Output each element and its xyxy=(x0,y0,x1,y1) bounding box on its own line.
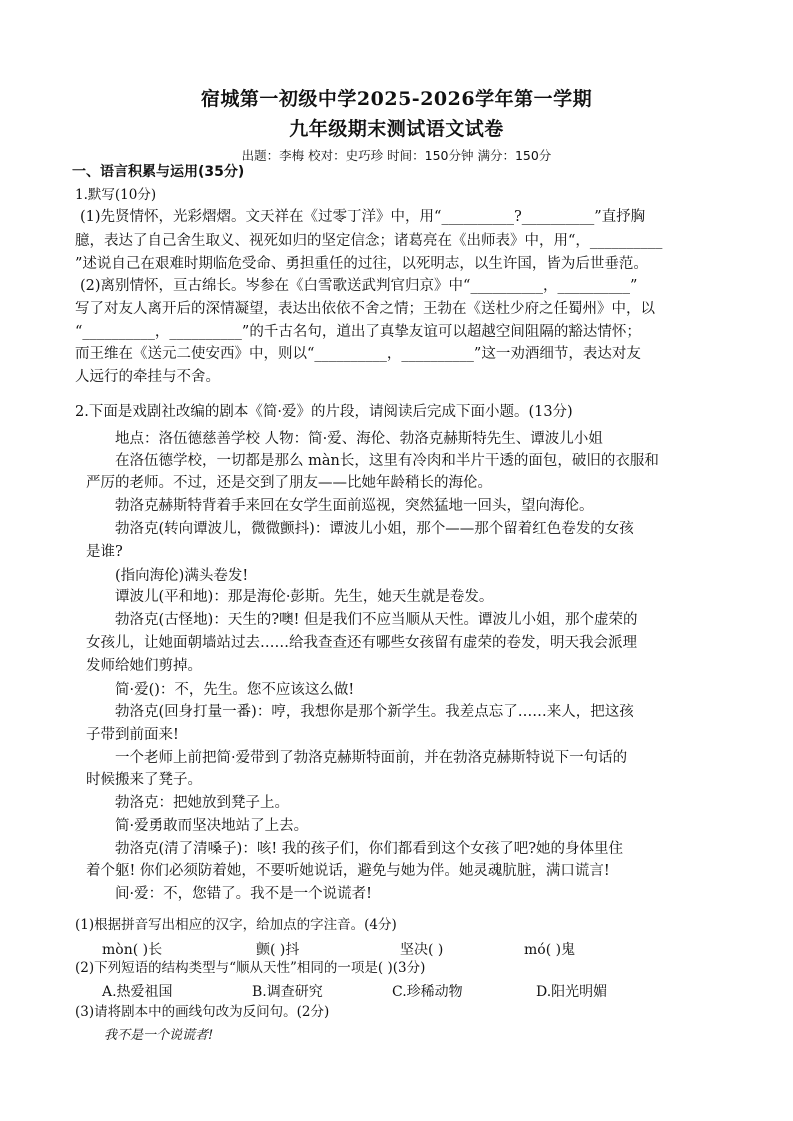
exam-title-line1: 宿城第一初级中学2025-2026学年第一学期 xyxy=(200,88,593,110)
q1-line: 人远行的牵挂与不舍。 xyxy=(75,369,220,385)
sub1-item: mó( )鬼 xyxy=(524,942,576,958)
script-line: 简·爱()：不，先生。您不应该这么做! xyxy=(115,682,355,698)
script-line: 严厉的老师。不过，还是交到了朋友——比她年龄稍长的海伦。 xyxy=(86,475,492,491)
script-line: 时候搬来了凳子。 xyxy=(86,772,202,788)
script-line: 勃洛克赫斯特背着手来回在女学生面前巡视，突然猛地一回头，望向海伦。 xyxy=(115,498,594,514)
script-line: 勃洛克(回身打量一番)：哼，我想你是那个新学生。我差点忘了……来人，把这孩 xyxy=(115,704,634,720)
script-line: 谭波儿(平和地)：那是海伦·彭斯。先生，她天生就是卷发。 xyxy=(115,589,494,605)
exam-title-line2: 九年级期末测试语文试卷 xyxy=(289,118,504,140)
sub1-heading: (1)根据拼音写出相应的汉字，给加点的字注音。(4分) xyxy=(75,917,397,933)
q2-heading: 2.下面是戏剧社改编的剧本《简·爱》的片段，请阅读后完成下面小题。(13分) xyxy=(75,404,573,420)
sub2-option: D.阳光明媚 xyxy=(536,984,608,1000)
script-line: 一个老师上前把简·爱带到了勃洛克赫斯特面前，并在勃洛克赫斯特说下一句话的 xyxy=(115,750,628,766)
handwritten-answer: 我不是一个说谎者! xyxy=(104,1028,214,1043)
sub1-item: mòn( )长 xyxy=(102,942,163,958)
sub2-option: B.调查研究 xyxy=(252,984,323,1000)
script-line: 勃洛克(古怪地)：天生的?噢! 但是我们不应当顺从天性。谭波儿小姐，那个虚荣的 xyxy=(115,612,638,628)
exam-meta: 出题：李梅 校对：史巧珍 时间：150分钟 满分：150分 xyxy=(241,148,552,163)
q1-heading: 1.默写(10分) xyxy=(75,187,157,203)
q1-line: 写了对友人离开后的深情凝望，表达出依依不舍之情；王勃在《送杜少府之任蜀州》中，以 xyxy=(75,301,655,317)
script-line: 地点：洛伍德慈善学校 人物：简·爱、海伦、勃洛克赫斯特先生、谭波儿小姐 xyxy=(115,431,603,447)
script-line: 在洛伍德学校，一切都是那么 màn长，这里有冷肉和半片干透的面包，破旧的衣服和 xyxy=(115,453,659,469)
q1-line: “__________，__________”的千古名句，道出了真挚友谊可以超越空间阻隔的豁达情怀； xyxy=(75,324,641,340)
q1-line: 臆，表达了自己舍生取义、视死如归的坚定信念；诸葛亮在《出师表》中，用“，__________ xyxy=(75,233,663,249)
q1-line: 而王维在《送元二使安西》中，则以“__________，__________”这一劝酒细节，表达对友 xyxy=(75,346,641,362)
script-line: 简·爱勇敢而坚决地站了上去。 xyxy=(115,818,309,834)
script-line: 勃洛克：把她放到凳子上。 xyxy=(115,795,289,811)
script-line: 间·爱：不，您错了。我不是一个说谎者! xyxy=(115,886,372,902)
script-line: 子带到前面来! xyxy=(86,727,179,743)
sub2-option: A.热爱祖国 xyxy=(102,984,173,1000)
script-line: 发师给她们剪掉。 xyxy=(86,658,202,674)
sub2-heading: (2)下列短语的结构类型与“顺从天性”相同的一项是( )(3分) xyxy=(75,960,426,976)
script-line: 是谁? xyxy=(86,544,123,560)
script-line: 女孩儿，让她面朝墙站过去……给我查查还有哪些女孩留有虚荣的卷发，明天我会派理 xyxy=(86,635,637,651)
script-line: 勃洛克(清了清嗓子)：咳! 我的孩子们，你们都看到这个女孩了吧?她的身体里住 xyxy=(115,841,624,857)
script-line: 着个躯! 你们必须防着她，不要听她说话，避免与她为伴。她灵魂肮脏，满口谎言! xyxy=(86,863,610,879)
sub2-option: C.珍稀动物 xyxy=(392,984,463,1000)
q1-line: (2)离别情怀，亘古绵长。岑参在《白雪歌送武判官归京》中“__________，__________” xyxy=(80,278,638,294)
sub1-item: 坚决( ) xyxy=(400,942,444,958)
sub3-heading: (3)请将剧本中的画线句改为反问句。(2分) xyxy=(75,1004,330,1020)
q1-line: ”述说自己在艰难时期临危受命、勇担重任的过往，以死明志，以生许国，皆为后世垂范。 xyxy=(75,256,648,272)
script-line: 勃洛克(转向谭波儿，微微颤抖)：谭波儿小姐，那个——那个留着红色卷发的女孩 xyxy=(115,521,634,537)
script-line: (指向海伦)满头卷发! xyxy=(115,568,249,584)
sub1-item: 颤( )抖 xyxy=(256,942,300,958)
section-heading: 一、语言积累与运用(35分) xyxy=(72,164,245,180)
q1-line: (1)先贤情怀，光彩熠熠。文天祥在《过零丁洋》中，用“__________?__________”直抒胸 xyxy=(80,209,646,225)
